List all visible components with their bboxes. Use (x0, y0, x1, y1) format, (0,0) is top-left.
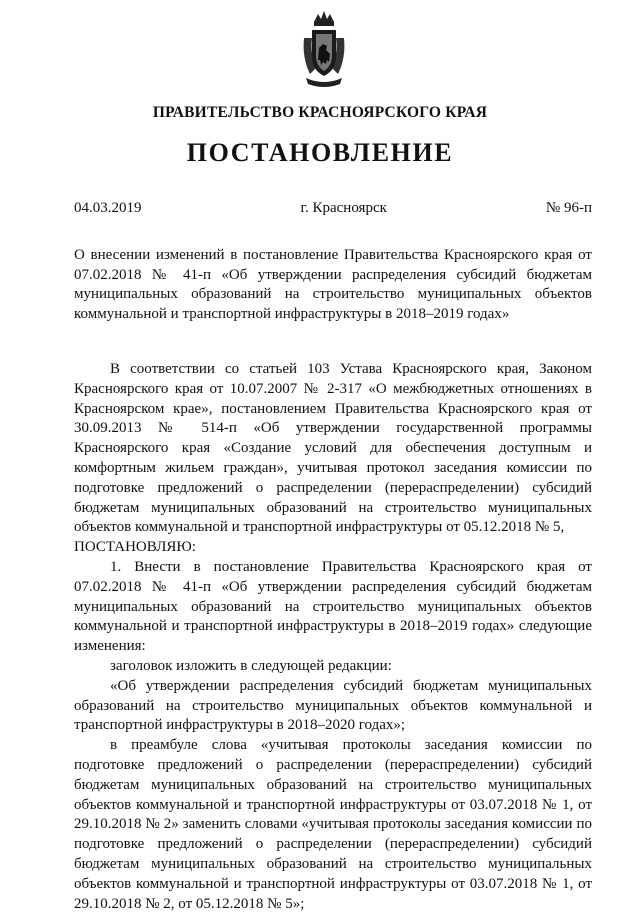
title-change-paragraph: заголовок изложить в следующей редакции: (110, 657, 392, 674)
document-subject: О внесении изменений в постановление Правительства Красноярского края от 07.02.2018 № 41-п «Об утверждении распределения субсидий бюджетам муниципальных образований на строительство муниципальных объектов коммунальной и транспортной инфраструктуры в 2018–2019 годах» (74, 247, 592, 322)
document-type-title: ПОСТАНОВЛЕНИЕ (186, 138, 454, 167)
new-title-paragraph: «Об утверждении распределения субсидий бюджетам муниципальных образований на строительство муниципальных объектов коммунальной и транспортной инфраструктуры в 2018–2020 годах»; (74, 677, 592, 734)
document-date: 04.03.2019 (74, 200, 142, 216)
document-body (74, 360, 592, 914)
coat-of-arms-icon (300, 8, 348, 90)
item-1-paragraph: 1. Внести в постановление Правительства Красноярского края от 07.02.2018 № 41-п «Об утверждении распределения субсидий бюджетам муниципальных образований на строительство муниципальных объектов коммунальной и транспортной инфраструктуры в 2018–2019 годах» следующие изменения: (74, 558, 592, 655)
preamble-paragraph: В соответствии со статьей 103 Устава Красноярского края, Законом Красноярского края от 10.07.2007 № 2-317 «О межбюджетных отношениях в Красноярском крае», постановлением Правительства Красноярского края от 30.09.2013 № 514-п «Об утверждении государственной программы Красноярского края «Создание условий для обеспечения доступным и комфортным жильем граждан», учитывая протокол заседания комиссии по подготовке предложений о распределении (перераспределении) субсидий бюджетам муниципальных образований на строительство муниципальных объектов коммунальной и транспортной инфраструктуры от 05.12.2018 № 5, (74, 361, 592, 536)
preamble-change-paragraph: в преамбуле слова «учитывая протоколы заседания комиссии по подготовке предложений о распределении (перераспределении) субсидий бюджетам муниципальных образований на строительство муниципальных объектов коммунальной и транспортной инфраструктуры от 03.07.2018 № 1, от 29.10.2018 № 2» заменить словами «учитывая протоколы заседания комиссии по подготовке предложений о распределении (перераспределении) субсидий бюджетам муниципальных образований на строительство муниципальных объектов коммунальной и транспортной инфраструктуры от 03.07.2018 № 1, от 29.10.2018 № 2, от 05.12.2018 № 5»; (74, 737, 592, 912)
document-number: № 96-п (545, 200, 592, 216)
document-city: г. Красноярск (300, 200, 387, 216)
resolve-paragraph: ПОСТАНОВЛЯЮ: (74, 539, 196, 556)
document-meta-row (74, 200, 592, 217)
government-title: ПРАВИТЕЛЬСТВО КРАСНОЯРСКОГО КРАЯ (152, 104, 488, 121)
